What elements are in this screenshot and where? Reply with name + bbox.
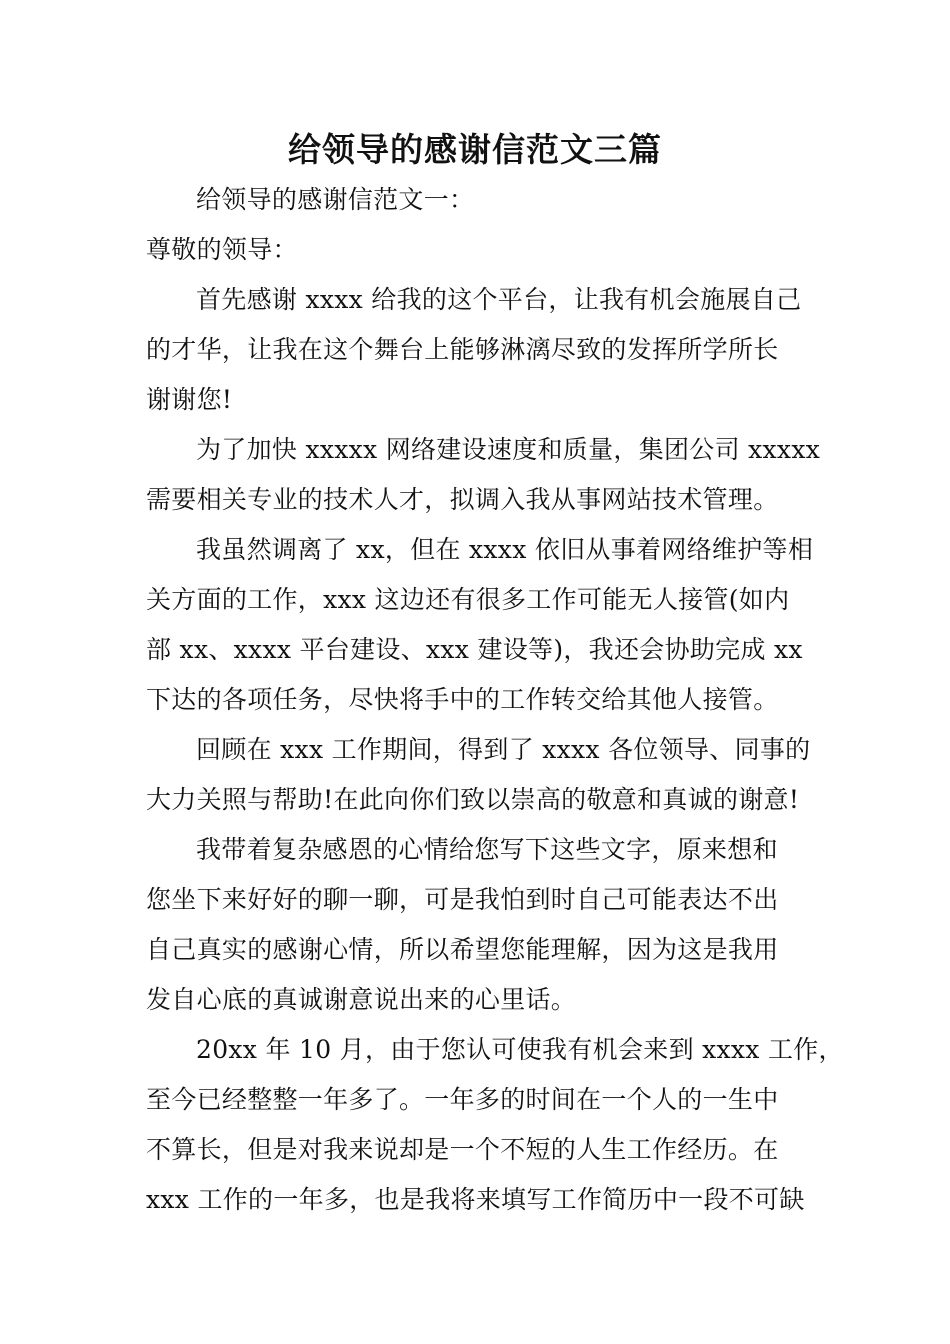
- body-line: 我虽然调离了 xx，但在 xxxx 依旧从事着网络维护等相: [196, 535, 814, 564]
- body-line: 需要相关专业的技术人才，拟调入我从事网站技术管理。: [146, 485, 779, 514]
- body-line: 首先感谢 xxxx 给我的这个平台，让我有机会施展自己: [196, 285, 802, 314]
- body-line: 自己真实的感谢心情，所以希望您能理解，因为这是我用: [146, 935, 779, 964]
- body-line: 部 xx、xxxx 平台建设、xxx 建设等)，我还会协助完成 xx: [146, 635, 803, 664]
- body-line: 至今已经整整一年多了。一年多的时间在一个人的一生中: [146, 1085, 779, 1114]
- body-line: 我带着复杂感恩的心情给您写下这些文字，原来想和: [196, 835, 778, 864]
- body-line: 不算长，但是对我来说却是一个不短的人生工作经历。在: [146, 1135, 779, 1164]
- document-title: 给领导的感谢信范文三篇: [288, 130, 662, 169]
- body-line: 20xx 年 10 月，由于您认可使我有机会来到 xxxx 工作，: [196, 1035, 844, 1064]
- body-line: xxx 工作的一年多，也是我将来填写工作简历中一段不可缺: [146, 1185, 805, 1214]
- body-line: 您坐下来好好的聊一聊，可是我怕到时自己可能表达不出: [146, 885, 779, 914]
- body-line: 发自心底的真诚谢意说出来的心里话。: [146, 985, 577, 1014]
- salutation: 尊敬的领导：: [146, 235, 298, 264]
- body-line: 谢谢您!: [146, 385, 233, 414]
- body-line: 关方面的工作，xxx 这边还有很多工作可能无人接管(如内: [146, 585, 790, 614]
- section-heading: 给领导的感谢信范文一：: [196, 185, 475, 214]
- body-line: 回顾在 xxx 工作期间，得到了 xxxx 各位领导、同事的: [196, 735, 811, 764]
- body-line: 大力关照与帮助!在此向你们致以崇高的敬意和真诚的谢意!: [146, 785, 800, 814]
- body-line: 的才华，让我在这个舞台上能够淋漓尽致的发挥所学所长: [146, 335, 779, 364]
- body-line: 下达的各项任务，尽快将手中的工作转交给其他人接管。: [146, 685, 779, 714]
- body-line: 为了加快 xxxxx 网络建设速度和质量，集团公司 xxxxx: [196, 435, 821, 464]
